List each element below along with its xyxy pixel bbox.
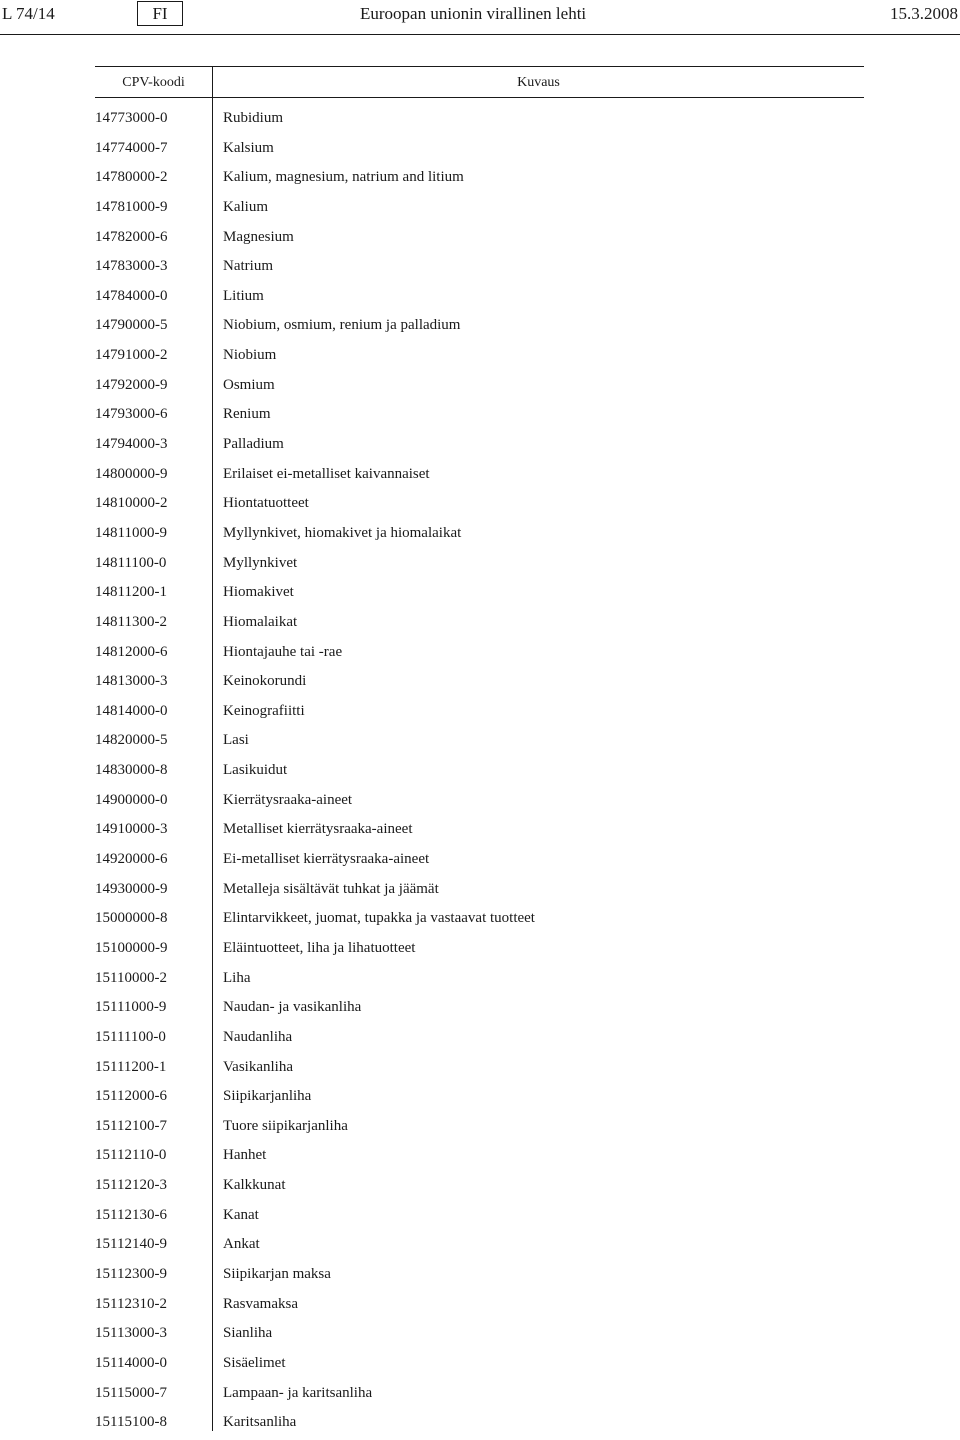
cpv-code-cell: 15112100-7 bbox=[95, 1117, 167, 1134]
cpv-code-cell: 14830000-8 bbox=[95, 762, 168, 779]
table-row bbox=[95, 136, 864, 166]
table-row bbox=[95, 877, 864, 907]
description-cell: Magnesium bbox=[223, 228, 294, 245]
cpv-code-cell: 14814000-0 bbox=[95, 702, 168, 719]
cpv-code-cell: 14800000-9 bbox=[95, 465, 168, 482]
cpv-code-cell: 14794000-3 bbox=[95, 436, 168, 453]
table-row bbox=[95, 521, 864, 551]
description-cell: Metalliset kierrätysraaka-aineet bbox=[223, 821, 413, 838]
description-cell: Keinokorundi bbox=[223, 673, 307, 690]
description-cell: Metalleja sisältävät tuhkat ja jäämät bbox=[223, 880, 439, 897]
table-row bbox=[95, 1055, 864, 1085]
cpv-code-cell: 14774000-7 bbox=[95, 139, 168, 156]
description-cell: Lasi bbox=[223, 732, 249, 749]
publication-date: 15.3.2008 bbox=[890, 4, 958, 23]
table-row bbox=[95, 462, 864, 492]
cpv-code-cell: 14793000-6 bbox=[95, 406, 168, 423]
cpv-code-cell: 14811100-0 bbox=[95, 554, 167, 571]
table-row bbox=[95, 1084, 864, 1114]
cpv-code-cell: 14910000-3 bbox=[95, 821, 168, 838]
table-row bbox=[95, 343, 864, 373]
table-row bbox=[95, 640, 864, 670]
cpv-code-cell: 15112140-9 bbox=[95, 1236, 167, 1253]
column-header-description: Kuvaus bbox=[517, 75, 560, 90]
description-cell: Tuore siipikarjanliha bbox=[223, 1117, 348, 1134]
cpv-code-cell: 15100000-9 bbox=[95, 939, 168, 956]
description-cell: Siipikarjan maksa bbox=[223, 1265, 331, 1282]
table-row bbox=[95, 1025, 864, 1055]
cpv-code-table bbox=[95, 66, 864, 1431]
description-cell: Myllynkivet, hiomakivet ja hiomalaikat bbox=[223, 524, 462, 541]
cpv-code-cell: 15115100-8 bbox=[95, 1414, 167, 1431]
table-row bbox=[95, 1232, 864, 1262]
table-row bbox=[95, 580, 864, 610]
description-cell: Siipikarjanliha bbox=[223, 1088, 312, 1105]
language-code-box: FI bbox=[137, 1, 183, 26]
description-cell: Lasikuidut bbox=[223, 762, 288, 779]
cpv-code-cell: 15111000-9 bbox=[95, 999, 167, 1016]
cpv-code-cell: 15000000-8 bbox=[95, 910, 168, 927]
table-header bbox=[95, 67, 864, 98]
cpv-code-cell: 14792000-9 bbox=[95, 376, 168, 393]
cpv-code-cell: 15112000-6 bbox=[95, 1088, 167, 1105]
description-cell: Niobium bbox=[223, 347, 277, 364]
column-header-cpv-code: CPV-koodi bbox=[95, 67, 213, 97]
table-row bbox=[95, 313, 864, 343]
cpv-code-cell: 14784000-0 bbox=[95, 287, 168, 304]
journal-title: Euroopan unionin virallinen lehti bbox=[360, 4, 587, 23]
description-cell: Hiontajauhe tai -rae bbox=[223, 643, 343, 660]
cpv-code-cell: 15110000-2 bbox=[95, 969, 167, 986]
cpv-code-cell: 14812000-6 bbox=[95, 643, 168, 660]
description-cell: Eläintuotteet, liha ja lihatuotteet bbox=[223, 939, 416, 956]
cpv-code-cell: 15113000-3 bbox=[95, 1325, 167, 1342]
table-row bbox=[95, 284, 864, 314]
cpv-code-cell: 15111100-0 bbox=[95, 1028, 166, 1045]
description-cell: Hiomalaikat bbox=[223, 613, 298, 630]
table-row bbox=[95, 966, 864, 996]
table-row bbox=[95, 225, 864, 255]
table-row bbox=[95, 432, 864, 462]
table-row bbox=[95, 491, 864, 521]
cpv-code-cell: 15112120-3 bbox=[95, 1177, 167, 1194]
table-row bbox=[95, 610, 864, 640]
description-cell: Naudanliha bbox=[223, 1028, 293, 1045]
cpv-code-cell: 14810000-2 bbox=[95, 495, 168, 512]
description-cell: Rubidium bbox=[223, 110, 284, 126]
table-row bbox=[95, 788, 864, 818]
description-cell: Rasvamaksa bbox=[223, 1295, 298, 1312]
table-row bbox=[95, 847, 864, 877]
table-row bbox=[95, 551, 864, 581]
description-cell: Kalkkunat bbox=[223, 1177, 286, 1194]
cpv-code-cell: 15112110-0 bbox=[95, 1147, 167, 1164]
cpv-code-cell: 14811000-9 bbox=[95, 524, 167, 541]
cpv-code-cell: 14920000-6 bbox=[95, 851, 168, 868]
table-row bbox=[95, 165, 864, 195]
table-row bbox=[95, 1262, 864, 1292]
cpv-code-cell: 15111200-1 bbox=[95, 1058, 167, 1075]
description-cell: Keinografiitti bbox=[223, 702, 305, 719]
table-row bbox=[95, 1410, 864, 1440]
table-row bbox=[95, 669, 864, 699]
table-row bbox=[95, 995, 864, 1025]
cpv-code-cell: 14930000-9 bbox=[95, 880, 168, 897]
cpv-code-cell: 14791000-2 bbox=[95, 347, 168, 364]
table-row bbox=[95, 1292, 864, 1322]
description-cell: Ei-metalliset kierrätysraaka-aineet bbox=[223, 851, 430, 868]
cpv-code-cell: 14813000-3 bbox=[95, 673, 168, 690]
description-cell: Hiontatuotteet bbox=[223, 495, 309, 512]
description-cell: Kalium bbox=[223, 198, 268, 215]
description-cell: Liha bbox=[223, 969, 251, 986]
cpv-code-cell: 14790000-5 bbox=[95, 317, 168, 334]
cpv-code-cell: 15112300-9 bbox=[95, 1265, 167, 1282]
table-row bbox=[95, 195, 864, 225]
cpv-code-cell: 15112310-2 bbox=[95, 1295, 167, 1312]
cpv-code-cell: 14820000-5 bbox=[95, 732, 168, 749]
description-cell: Vasikanliha bbox=[223, 1058, 293, 1075]
description-cell: Palladium bbox=[223, 436, 284, 453]
table-row bbox=[95, 1321, 864, 1351]
table-row bbox=[95, 936, 864, 966]
table-row bbox=[95, 106, 864, 136]
table-row bbox=[95, 1114, 864, 1144]
description-cell: Myllynkivet bbox=[223, 554, 298, 571]
table-row bbox=[95, 699, 864, 729]
description-cell: Naudan- ja vasikanliha bbox=[223, 999, 362, 1016]
cpv-code-cell: 14773000-0 bbox=[95, 110, 168, 126]
description-cell: Ankat bbox=[223, 1236, 260, 1253]
table-row bbox=[95, 1143, 864, 1173]
table-row bbox=[95, 728, 864, 758]
description-cell: Hanhet bbox=[223, 1147, 267, 1164]
table-row bbox=[95, 1173, 864, 1203]
table-row bbox=[95, 402, 864, 432]
description-cell: Natrium bbox=[223, 258, 273, 275]
table-body bbox=[95, 106, 864, 1440]
cpv-code-cell: 15115000-7 bbox=[95, 1384, 167, 1401]
description-cell: Sisäelimet bbox=[223, 1354, 286, 1371]
description-cell: Kierrätysraaka-aineet bbox=[223, 791, 353, 808]
cpv-code-cell: 14811300-2 bbox=[95, 613, 167, 630]
description-cell: Renium bbox=[223, 406, 271, 423]
description-cell: Niobium, osmium, renium ja palladium bbox=[223, 317, 461, 334]
table-row bbox=[95, 1381, 864, 1411]
description-cell: Sianliha bbox=[223, 1325, 273, 1342]
description-cell: Kanat bbox=[223, 1206, 259, 1223]
table-row bbox=[95, 906, 864, 936]
description-cell: Kalsium bbox=[223, 139, 274, 156]
cpv-code-cell: 14780000-2 bbox=[95, 169, 168, 186]
table-row bbox=[95, 1351, 864, 1381]
cpv-code-cell: 14783000-3 bbox=[95, 258, 168, 275]
cpv-code-cell: 14782000-6 bbox=[95, 228, 168, 245]
table-row bbox=[95, 373, 864, 403]
cpv-code-cell: 15112130-6 bbox=[95, 1206, 167, 1223]
page-number: L 74/14 bbox=[2, 4, 55, 23]
cpv-code-cell: 14811200-1 bbox=[95, 584, 167, 601]
description-cell: Litium bbox=[223, 287, 264, 304]
description-cell: Osmium bbox=[223, 376, 275, 393]
table-row bbox=[95, 254, 864, 284]
description-cell: Elintarvikkeet, juomat, tupakka ja vastaavat tuotteet bbox=[223, 910, 535, 927]
description-cell: Karitsanliha bbox=[223, 1414, 297, 1431]
table-row bbox=[95, 758, 864, 788]
description-cell: Erilaiset ei-metalliset kaivannaiset bbox=[223, 465, 430, 482]
table-row bbox=[95, 1203, 864, 1233]
table-row bbox=[95, 817, 864, 847]
description-cell: Lampaan- ja karitsanliha bbox=[223, 1384, 373, 1401]
cpv-code-cell: 14900000-0 bbox=[95, 791, 168, 808]
cpv-code-cell: 15114000-0 bbox=[95, 1354, 167, 1371]
description-cell: Hiomakivet bbox=[223, 584, 294, 601]
page-header bbox=[0, 0, 960, 35]
description-cell: Kalium, magnesium, natrium and litium bbox=[223, 169, 464, 186]
cpv-code-cell: 14781000-9 bbox=[95, 198, 168, 215]
